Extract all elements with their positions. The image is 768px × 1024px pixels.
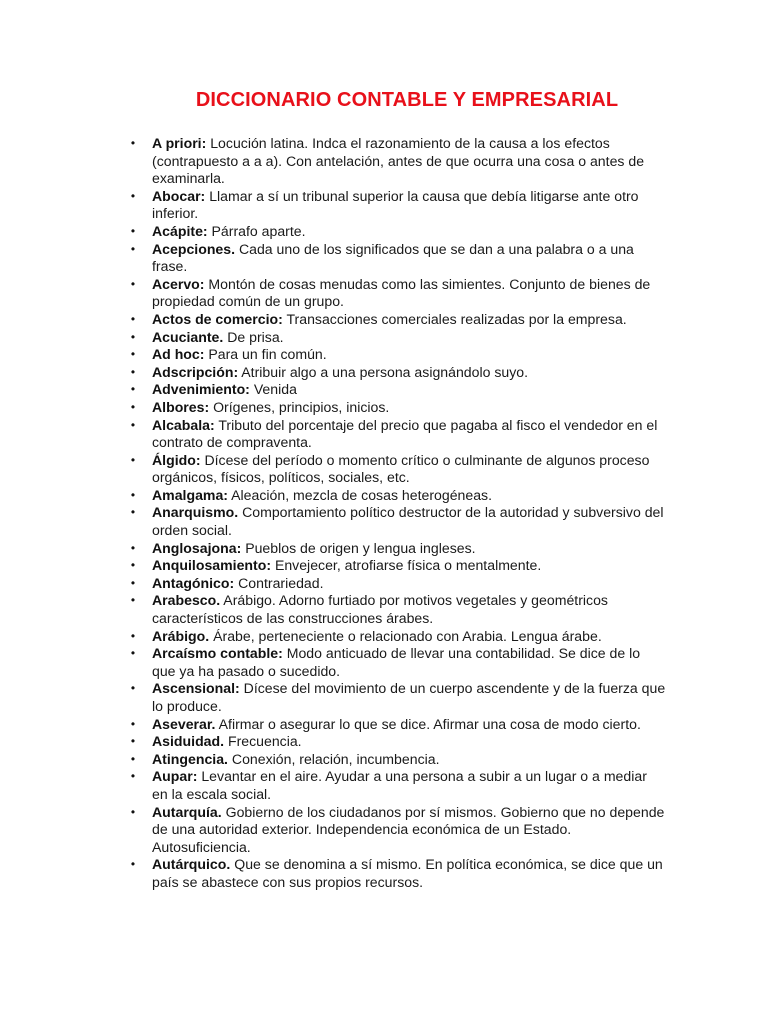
glossary-entry (121, 311, 666, 329)
entry-term: Advenimiento: (152, 381, 250, 398)
entry-term: Anarquismo. (152, 504, 239, 521)
entry-term: Acervo: (152, 275, 205, 292)
bullet-icon: • (130, 364, 136, 379)
entry-definition: Envejecer, atrofiarse física o mentalmente. (274, 557, 542, 574)
bullet-icon: • (130, 681, 136, 696)
bullet-icon: • (130, 452, 136, 467)
entry-definition: Cada uno de los significados que se dan a una palabra o a una frase. (152, 240, 634, 275)
bullet-icon: • (130, 505, 136, 520)
entry-definition: Dícese del período o momento crítico o culminante de algunos proceso orgánicos, físicos, políticos, sociales, etc. (152, 451, 650, 486)
entry-term: Arabesco. (152, 592, 221, 609)
glossary-entry (121, 557, 666, 575)
entry-term: Asiduidad. (152, 733, 225, 750)
entry-term: Ad hoc: (152, 346, 205, 363)
glossary-entry (121, 592, 666, 627)
entry-term: Arábigo. (152, 627, 210, 644)
entry-term: A priori: (152, 135, 207, 151)
entry-definition: Venida (253, 381, 297, 398)
glossary-entry (121, 399, 666, 417)
glossary-entry (121, 223, 666, 241)
bullet-icon: • (130, 857, 136, 872)
glossary-list (121, 135, 666, 892)
glossary-entry (121, 329, 666, 347)
entry-term: Anglosajona: (152, 539, 242, 556)
document-title: DICCIONARIO CONTABLE Y EMPRESARIAL (195, 89, 619, 111)
glossary-entry (121, 680, 666, 715)
bullet-icon: • (130, 734, 136, 749)
bullet-icon: • (130, 399, 136, 414)
glossary-entry (121, 241, 666, 276)
entry-definition: Gobierno de los ciudadanos por sí mismos. Gobierno que no depende de una autoridad exterior. Independencia económica de un Estado. Autosuficiencia. (152, 803, 665, 855)
entry-term: Acápite: (152, 222, 208, 239)
glossary-entry (121, 768, 666, 803)
bullet-icon: • (130, 646, 136, 661)
entry-definition: Levantar en el aire. Ayudar a una persona a subir a un lugar o a mediar en la escala social. (152, 768, 647, 802)
entry-term: Autarquía. (152, 803, 222, 820)
entry-term: Amalgama: (152, 486, 228, 503)
bullet-icon: • (130, 804, 136, 819)
entry-term: Abocar: (152, 187, 206, 204)
entry-term: Atingencia. (152, 750, 228, 767)
entry-term: Acepciones. (152, 240, 236, 257)
entry-definition: De prisa. (227, 328, 284, 345)
entry-definition: Párrafo aparte. (211, 222, 306, 239)
glossary-entry (121, 856, 666, 891)
bullet-icon: • (130, 329, 136, 344)
entry-definition: Afirmar o asegurar lo que se dice. Afirmar una cosa de modo cierto. (218, 715, 641, 732)
entry-definition: Frecuencia. (227, 733, 302, 750)
glossary-entry (121, 381, 666, 399)
entry-term: Actos de comercio: (152, 310, 283, 327)
bullet-icon: • (130, 276, 136, 291)
entry-definition: Atribuir algo a una persona asignándolo suyo. (241, 363, 529, 380)
bullet-icon: • (130, 136, 136, 150)
entry-definition: Para un fin común. (208, 346, 327, 363)
entry-term: Autárquico. (152, 856, 231, 873)
entry-term: Ascensional: (152, 680, 240, 697)
entry-term: Antagónico: (152, 574, 235, 591)
entry-term: Albores: (152, 398, 210, 415)
entry-term: Alcabala: (152, 416, 215, 433)
entry-definition: Contrariedad. (238, 574, 324, 591)
glossary-entry (121, 751, 666, 769)
glossary-entry (121, 417, 666, 452)
entry-definition: Montón de cosas menudas como las simientes. Conjunto de bienes de propiedad común de un grupo. (152, 275, 651, 310)
entry-definition: Árabe, perteneciente o relacionado con Arabia. Lengua árabe. (213, 627, 602, 644)
bullet-icon: • (130, 417, 136, 432)
entry-definition: Aleación, mezcla de cosas heterogéneas. (231, 486, 493, 503)
glossary-entry (121, 504, 666, 539)
entry-definition: Pueblos de origen y lengua ingleses. (245, 539, 476, 556)
glossary-entry (121, 804, 666, 857)
bullet-icon: • (130, 628, 136, 643)
glossary-entry (121, 276, 666, 311)
glossary-entry (121, 628, 666, 646)
bullet-icon: • (130, 188, 136, 203)
entry-term: Acuciante. (152, 328, 224, 345)
glossary-entry (121, 188, 666, 223)
glossary-entry (121, 346, 666, 364)
entry-definition: Que se denomina a sí mismo. En política económica, se dice que un país se abastece con sus propios recursos. (152, 856, 663, 890)
bullet-icon: • (130, 241, 136, 256)
entry-term: Adscripción: (152, 363, 239, 380)
glossary-entry (121, 716, 666, 734)
entry-definition: Orígenes, principios, inicios. (213, 398, 390, 415)
glossary-entry (121, 540, 666, 558)
glossary-entry (121, 733, 666, 751)
bullet-icon: • (130, 593, 136, 608)
bullet-icon: • (130, 751, 136, 766)
bullet-icon: • (130, 558, 136, 573)
entry-definition: Arábigo. Adorno furtiado por motivos vegetales y geométricos característicos de las construcciones árabes. (152, 592, 608, 627)
glossary-entry (121, 575, 666, 593)
entry-term: Anquilosamiento: (152, 557, 272, 574)
entry-definition: Transacciones comerciales realizadas por la empresa. (286, 310, 627, 327)
entry-definition: Conexión, relación, incumbencia. (231, 750, 440, 767)
glossary-entry (121, 452, 666, 487)
entry-definition: Llamar a sí un tribunal superior la causa que debía litigarse ante otro inferior. (152, 187, 639, 222)
glossary-entry (121, 645, 666, 680)
bullet-icon: • (130, 769, 136, 784)
entry-term: Aupar: (152, 768, 198, 785)
entry-definition: Dícese del movimiento de un cuerpo ascendente y de la fuerza que lo produce. (152, 680, 666, 714)
bullet-icon: • (130, 347, 136, 362)
bullet-icon: • (130, 223, 136, 238)
glossary-entry (121, 135, 666, 188)
bullet-icon: • (130, 716, 136, 731)
entry-definition: Modo anticuado de llevar una contabilidad. Se dice de lo que ya ha pasado o sucedido. (152, 645, 641, 679)
entry-definition: Comportamiento político destructor de la autoridad y subversivo del orden social. (152, 504, 664, 539)
glossary-entry (121, 487, 666, 505)
entry-term: Álgido: (152, 451, 201, 468)
entry-term: Aseverar. (152, 715, 216, 732)
entry-definition: Locución latina. Indca el razonamiento de la causa a los efectos (contrapuesto a a a). Con antelación, antes de que ocurra una cosa o antes de examinarla. (152, 135, 645, 187)
bullet-icon: • (130, 382, 136, 397)
glossary-entry (121, 364, 666, 382)
entry-term: Arcaísmo contable: (152, 645, 283, 662)
bullet-icon: • (130, 311, 136, 326)
bullet-icon: • (130, 540, 136, 555)
bullet-icon: • (130, 487, 136, 502)
entry-definition: Tributo del porcentaje del precio que pagaba al fisco el vendedor en el contrato de compraventa. (152, 416, 658, 451)
bullet-icon: • (130, 575, 136, 590)
